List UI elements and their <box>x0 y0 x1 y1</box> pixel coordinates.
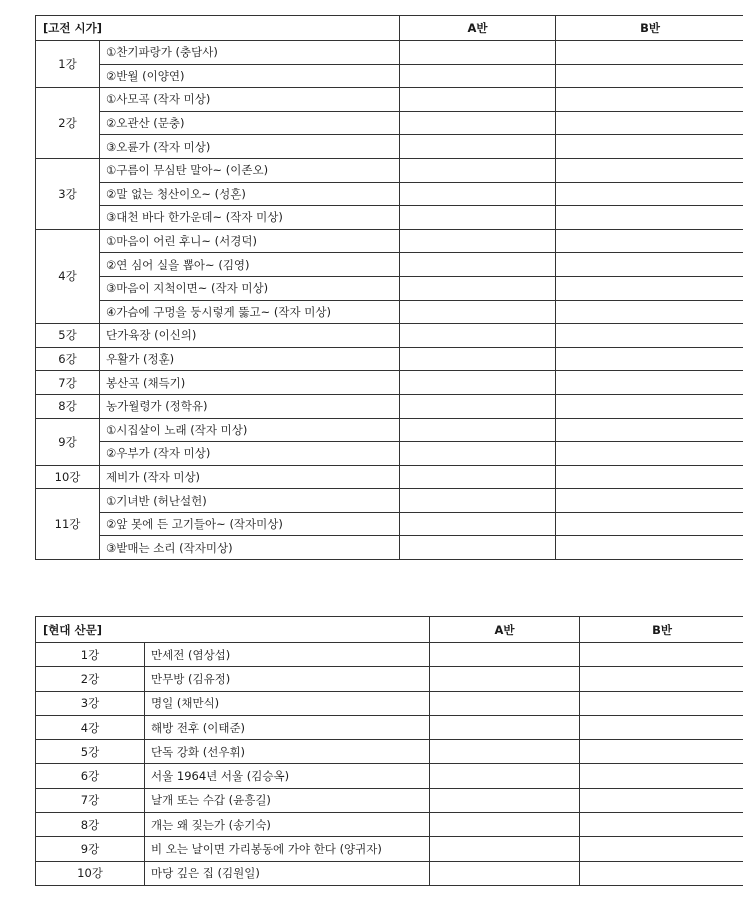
lecture-number: 4강 <box>36 229 100 323</box>
lecture-number: 3강 <box>36 691 145 715</box>
class-a-cell <box>400 206 556 230</box>
class-a-cell <box>430 813 580 837</box>
class-b-cell <box>556 442 743 466</box>
work-title: 날개 또는 수갑 (윤흥길) <box>145 788 430 812</box>
class-a-cell <box>400 512 556 536</box>
class-b-cell <box>556 253 743 277</box>
class-b-cell <box>580 691 743 715</box>
table-row <box>36 253 743 277</box>
class-a-cell <box>430 667 580 691</box>
lecture-number: 1강 <box>36 41 100 88</box>
column-header-b: B반 <box>556 16 743 41</box>
lecture-number: 5강 <box>36 324 100 348</box>
work-title: ①찬기파랑가 (충담사) <box>100 41 400 65</box>
table-row <box>36 442 743 466</box>
lecture-number: 7강 <box>36 371 100 395</box>
class-a-cell <box>430 764 580 788</box>
work-title: 만세전 (염상섭) <box>145 643 430 667</box>
table-row <box>36 394 743 418</box>
class-b-cell <box>556 300 743 324</box>
classical-poetry-body <box>36 16 743 560</box>
class-a-cell <box>400 41 556 65</box>
class-b-cell <box>580 764 743 788</box>
lecture-number: 10강 <box>36 861 145 885</box>
class-b-cell <box>556 135 743 159</box>
table-row <box>36 324 743 348</box>
class-b-cell <box>580 643 743 667</box>
table-row <box>36 371 743 395</box>
modern-prose-body <box>36 617 743 886</box>
work-title: ②연 심어 실을 뽑아~ (김영) <box>100 253 400 277</box>
lecture-number: 9강 <box>36 837 145 861</box>
class-b-cell <box>556 347 743 371</box>
work-title: 단가육장 (이신의) <box>100 324 400 348</box>
section-title: [고전 시가] <box>36 16 400 41</box>
work-title: 우활가 (정훈) <box>100 347 400 371</box>
class-a-cell <box>400 88 556 112</box>
class-a-cell <box>430 691 580 715</box>
class-a-cell <box>400 64 556 88</box>
table-row <box>36 861 743 885</box>
table-row <box>36 740 743 764</box>
class-b-cell <box>556 371 743 395</box>
lecture-number: 10강 <box>36 465 100 489</box>
class-b-cell <box>556 418 743 442</box>
work-title: ②오관산 (문충) <box>100 111 400 135</box>
work-title: ②반월 (이양연) <box>100 64 400 88</box>
class-b-cell <box>556 489 743 513</box>
lecture-number: 2강 <box>36 667 145 691</box>
table-row <box>36 691 743 715</box>
column-header-a: A반 <box>400 16 556 41</box>
work-title: ②우부가 (작자 미상) <box>100 442 400 466</box>
class-a-cell <box>400 229 556 253</box>
table-row <box>36 465 743 489</box>
class-b-cell <box>556 88 743 112</box>
class-a-cell <box>400 347 556 371</box>
class-b-cell <box>556 536 743 560</box>
class-a-cell <box>400 276 556 300</box>
table-row <box>36 418 743 442</box>
class-b-cell <box>556 158 743 182</box>
modern-prose-table <box>35 616 743 886</box>
lecture-number: 3강 <box>36 158 100 229</box>
lecture-number: 2강 <box>36 88 100 159</box>
table-row <box>36 229 743 253</box>
class-a-cell <box>430 740 580 764</box>
lecture-number: 5강 <box>36 740 145 764</box>
table-row <box>36 300 743 324</box>
work-title: ①기녀반 (허난설헌) <box>100 489 400 513</box>
work-title: ②앞 못에 든 고기들아~ (작자미상) <box>100 512 400 536</box>
work-title: 개는 왜 짖는가 (송기숙) <box>145 813 430 837</box>
table-row <box>36 206 743 230</box>
table-row <box>36 536 743 560</box>
class-a-cell <box>400 489 556 513</box>
class-b-cell <box>580 788 743 812</box>
class-b-cell <box>556 394 743 418</box>
work-title: ①마음이 어린 후니~ (서경덕) <box>100 229 400 253</box>
lecture-number: 8강 <box>36 394 100 418</box>
table-row <box>36 182 743 206</box>
work-title: ③밭매는 소리 (작자미상) <box>100 536 400 560</box>
lecture-number: 1강 <box>36 643 145 667</box>
lecture-number: 11강 <box>36 489 100 560</box>
class-b-cell <box>556 41 743 65</box>
work-title: ③대천 바다 한가운데~ (작자 미상) <box>100 206 400 230</box>
table-row <box>36 88 743 112</box>
class-b-cell <box>556 324 743 348</box>
work-title: 명일 (채만식) <box>145 691 430 715</box>
table-row <box>36 643 743 667</box>
class-a-cell <box>430 837 580 861</box>
work-title: 농가월령가 (정학유) <box>100 394 400 418</box>
class-a-cell <box>400 418 556 442</box>
table-row <box>36 111 743 135</box>
class-b-cell <box>580 715 743 739</box>
class-a-cell <box>430 861 580 885</box>
class-b-cell <box>580 837 743 861</box>
class-a-cell <box>430 643 580 667</box>
table-row <box>36 276 743 300</box>
lecture-number: 8강 <box>36 813 145 837</box>
class-b-cell <box>556 182 743 206</box>
class-a-cell <box>400 536 556 560</box>
class-b-cell <box>556 465 743 489</box>
class-a-cell <box>430 788 580 812</box>
work-title: 만무방 (김유정) <box>145 667 430 691</box>
class-a-cell <box>430 715 580 739</box>
table-row <box>36 813 743 837</box>
section-title: [현대 산문] <box>36 617 430 643</box>
work-title: 제비가 (작자 미상) <box>100 465 400 489</box>
work-title: ③오륜가 (작자 미상) <box>100 135 400 159</box>
table-row <box>36 667 743 691</box>
class-b-cell <box>556 206 743 230</box>
table-row <box>36 347 743 371</box>
column-header-a: A반 <box>430 617 580 643</box>
class-a-cell <box>400 465 556 489</box>
class-a-cell <box>400 182 556 206</box>
table-row <box>36 135 743 159</box>
class-b-cell <box>556 64 743 88</box>
table-row <box>36 158 743 182</box>
class-a-cell <box>400 135 556 159</box>
table-row <box>36 715 743 739</box>
table-row <box>36 837 743 861</box>
table-row <box>36 64 743 88</box>
work-title: 해방 전후 (이태준) <box>145 715 430 739</box>
work-title: 마당 깊은 집 (김원일) <box>145 861 430 885</box>
class-b-cell <box>580 740 743 764</box>
work-title: ①사모곡 (작자 미상) <box>100 88 400 112</box>
column-header-b: B반 <box>580 617 743 643</box>
table-row <box>36 764 743 788</box>
table-header-row <box>36 16 743 41</box>
table-row <box>36 512 743 536</box>
lecture-number: 9강 <box>36 418 100 465</box>
table-row <box>36 489 743 513</box>
class-a-cell <box>400 394 556 418</box>
table-row <box>36 788 743 812</box>
work-title: 봉산곡 (채득기) <box>100 371 400 395</box>
class-b-cell <box>580 861 743 885</box>
class-a-cell <box>400 324 556 348</box>
class-b-cell <box>556 111 743 135</box>
lecture-number: 7강 <box>36 788 145 812</box>
lecture-number: 6강 <box>36 347 100 371</box>
work-title: ①구름이 무심탄 말아~ (이존오) <box>100 158 400 182</box>
class-b-cell <box>556 229 743 253</box>
lecture-number: 6강 <box>36 764 145 788</box>
class-b-cell <box>580 813 743 837</box>
class-a-cell <box>400 253 556 277</box>
work-title: 비 오는 날이면 가리봉동에 가야 한다 (양귀자) <box>145 837 430 861</box>
work-title: ①시집살이 노래 (작자 미상) <box>100 418 400 442</box>
class-a-cell <box>400 111 556 135</box>
lecture-number: 4강 <box>36 715 145 739</box>
table-row <box>36 41 743 65</box>
class-b-cell <box>580 667 743 691</box>
work-title: 단독 강화 (선우휘) <box>145 740 430 764</box>
work-title: ④가슴에 구멍을 둥시렇게 뚫고~ (작자 미상) <box>100 300 400 324</box>
classical-poetry-table <box>35 15 743 560</box>
class-b-cell <box>556 276 743 300</box>
work-title: ②말 없는 청산이오~ (성혼) <box>100 182 400 206</box>
class-a-cell <box>400 442 556 466</box>
class-a-cell <box>400 371 556 395</box>
class-a-cell <box>400 158 556 182</box>
class-a-cell <box>400 300 556 324</box>
class-b-cell <box>556 512 743 536</box>
work-title: 서울 1964년 서울 (김승옥) <box>145 764 430 788</box>
work-title: ③마음이 지척이면~ (작자 미상) <box>100 276 400 300</box>
table-header-row <box>36 617 743 643</box>
